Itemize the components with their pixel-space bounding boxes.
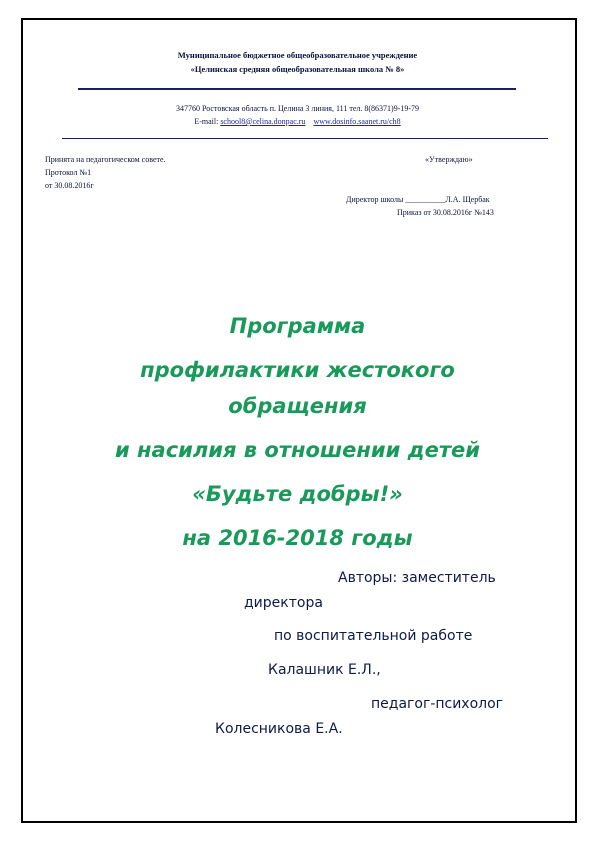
org-name-line1: Муниципальное бюджетное общеобразовательное учреждение (177, 50, 418, 60)
title-line1: Программа (229, 314, 366, 338)
approval-approve-title: «Утверждаю» (425, 155, 473, 164)
authors-line3: по воспитательной работе (274, 628, 473, 644)
approval-council: Принята на педагогическом совете. (45, 155, 166, 164)
website-link[interactable]: www.dosinfo.saanet.ru/ch8 (313, 117, 401, 126)
authors-line4: Калашник Е.Л., (268, 662, 381, 678)
approval-order: Приказ от 30.08.2016г №143 (397, 208, 494, 217)
title-line3: обращения (228, 394, 367, 418)
title-line4: и насилия в отношении детей (114, 438, 481, 462)
authors-line5: педагог-психолог (371, 696, 504, 712)
header-divider-thin (62, 138, 548, 139)
header-divider-thick (78, 88, 516, 90)
title-line5: «Будьте добры!» (192, 482, 403, 506)
authors-line1: Авторы: заместитель (338, 570, 496, 586)
approval-protocol: Протокол №1 (45, 168, 92, 177)
email-label: E-mail: (194, 117, 219, 126)
org-name-line2: «Целинская средняя общеобразовательная школа № 8» (190, 64, 405, 74)
title-line2: профилактики жестокого (140, 358, 455, 382)
approval-director: Директор школы __________Л.А. Щербак (346, 195, 490, 204)
authors-line2: директора (244, 595, 323, 611)
email-link[interactable]: school8@celina.donpac.ru (220, 117, 306, 126)
authors-line6: Колесникова Е.А. (215, 721, 343, 737)
approval-date: от 30.08.2016г (45, 181, 94, 190)
address-line: 347760 Ростовская область п. Целина 3 линия, 111 тел. 8(86371)9-19-79 (175, 104, 420, 113)
title-line6: на 2016-2018 годы (182, 526, 413, 550)
contacts-line (0, 117, 595, 126)
